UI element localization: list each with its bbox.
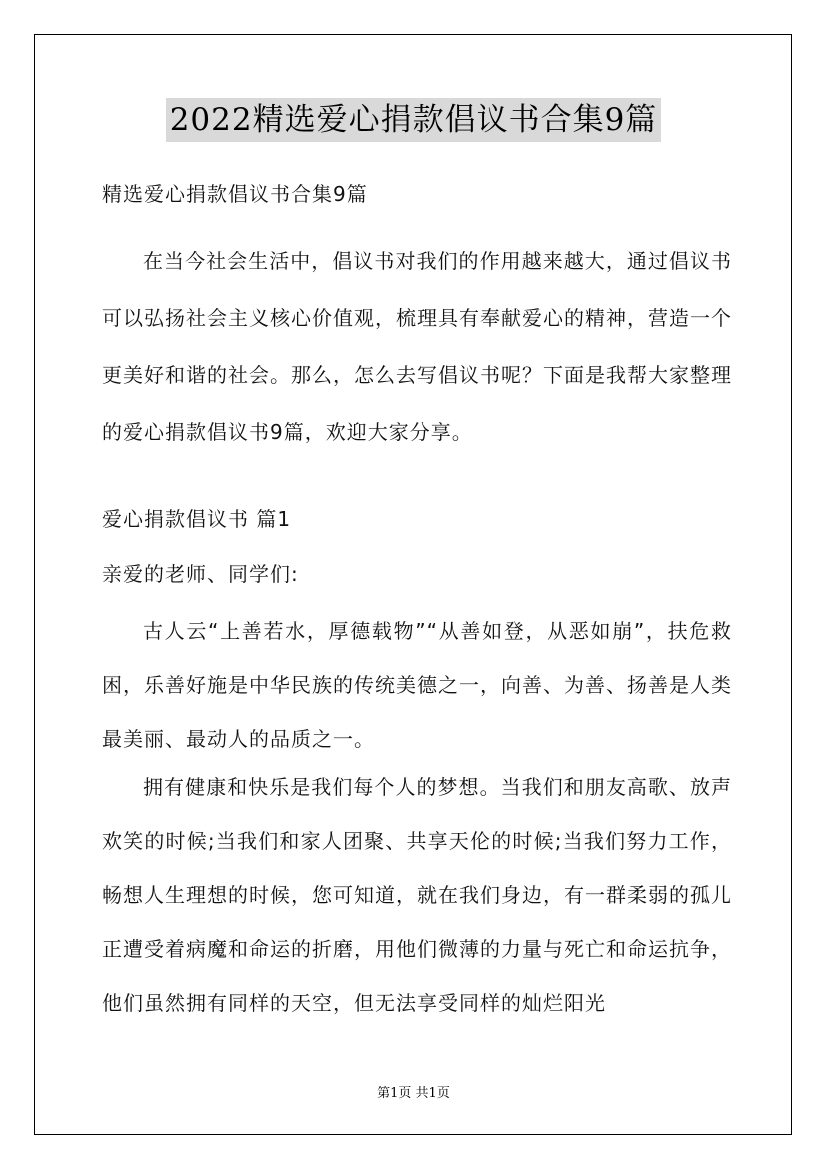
body-paragraph-1: 古人云“上善若水，厚德载物”“从善如登，从恶如崩”，扶危救困，乐善好施是中华民族的传统美德之一，向善、为善、扬善是人类最美丽、最动人的品质之一。 <box>102 619 732 751</box>
page-number: 第1页 共1页 <box>377 1086 450 1101</box>
intro-paragraph: 在当今社会生活中，倡议书对我们的作用越来越大，通过倡议书可以弘扬社会主义核心价值观，梳理具有奉献爱心的精神，营造一个更美好和谐的社会。那么，怎么去写倡议书呢？下面是我帮大家整理的爱心捐款倡议书9篇，欢迎大家分享。 <box>102 249 732 444</box>
document-subtitle: 精选爱心捐款倡议书合集9篇 <box>102 182 368 206</box>
section-heading: 爱心捐款倡议书 篇1 <box>102 507 292 531</box>
salutation: 亲爱的老师、同学们: <box>102 562 299 586</box>
document-title: 2022精选爱心捐款倡议书合集9篇 <box>166 98 662 142</box>
body-paragraph-2: 拥有健康和快乐是我们每个人的梦想。当我们和朋友高歌、放声欢笑的时候;当我们和家人团聚、共享天伦的时候;当我们努力工作，畅想人生理想的时候，您可知道，就在我们身边，有一群柔弱的孤儿正遭受着病魔和命运的折磨，用他们微薄的力量与死亡和命运抗争，他们虽然拥有同样的天空，但无法享受同样的灿烂阳光 <box>102 775 732 1015</box>
title-container <box>0 98 827 142</box>
